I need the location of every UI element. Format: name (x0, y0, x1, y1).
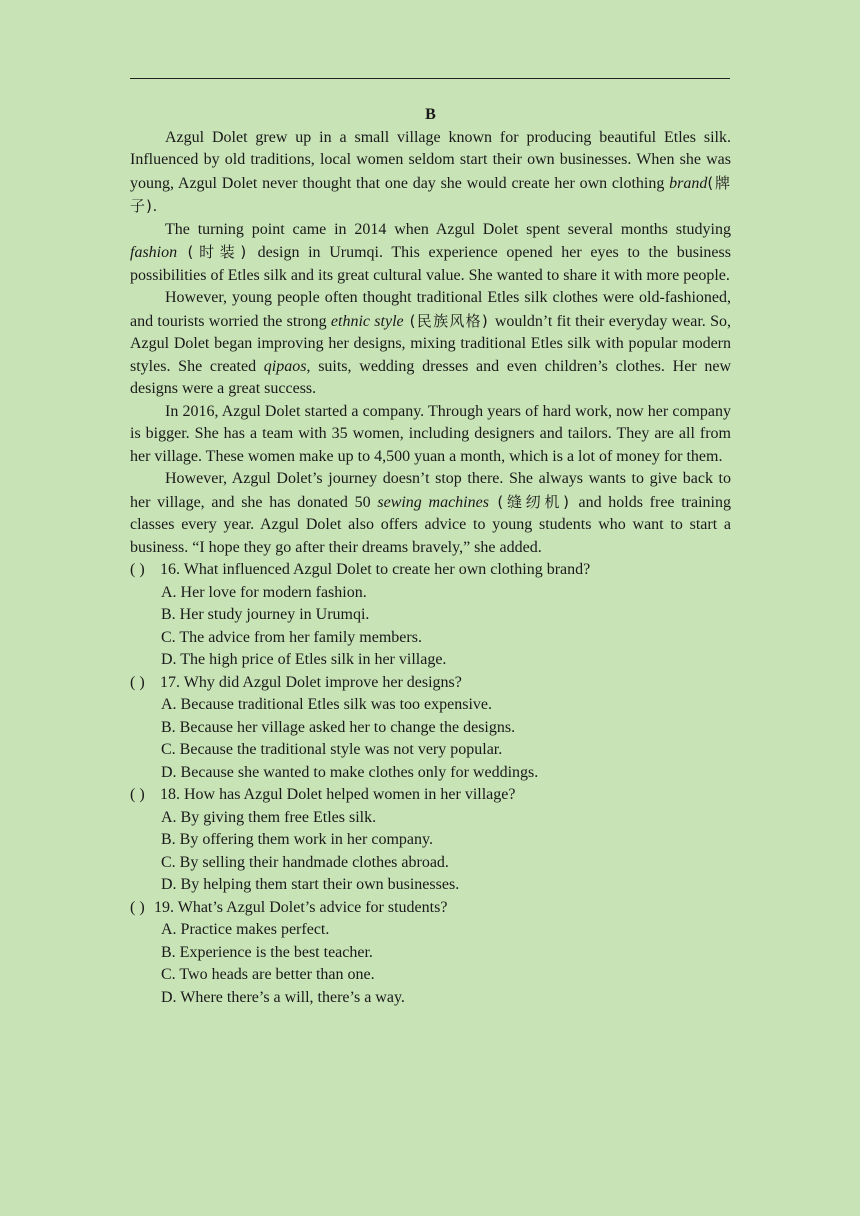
question-stem: 16. What influenced Azgul Dolet to create her own clothing brand? (160, 561, 591, 578)
paragraph-text: The turning point came in 2014 when Azgul Dolet spent several months studying (165, 220, 731, 238)
question-17 (130, 672, 731, 695)
passage-paragraph-2 (130, 219, 731, 288)
vocab-gloss: (时装) (177, 243, 258, 261)
option-17-a: A. Because traditional Etles silk was too expensive. (161, 696, 493, 713)
passage-paragraph-4: In 2016, Azgul Dolet started a company. Through years of hard work, now her company is bigger. She has a team with 35 women, including designers and tailors. They are all from her village. These women make up to 4,500 yuan a month, which is a lot of money for them. (130, 402, 731, 465)
paragraph-text: wouldn’t fit their everyday wear. So, Azgul Dolet began improving her designs, mixing traditional Etles silk with popular modern styles. She created (130, 312, 731, 375)
option-17-c: C. Because the traditional style was not very popular. (161, 741, 503, 758)
passage-paragraph-3 (130, 287, 731, 401)
paragraph-text: However, young people often thought traditional Etles silk clothes were old-fashioned, and tourists worried the strong (130, 289, 731, 330)
option-19-c: C. Two heads are better than one. (161, 966, 375, 983)
answer-blank[interactable]: ( ) (130, 673, 145, 691)
paragraph-text: Azgul Dolet grew up in a small village known for producing beautiful Etles silk. Influenced by old traditions, local women seldom start their own businesses. When she was young, Azgul Dolet never thought that one day she would create her own clothing (130, 128, 731, 192)
paragraph-text: . (152, 198, 157, 215)
option-19-a: A. Practice makes perfect. (161, 921, 330, 938)
question-stem: 19. What’s Azgul Dolet’s advice for students? (154, 898, 448, 916)
option-18-d: D. By helping them start their own businesses. (161, 876, 460, 893)
option-16-d: D. The high price of Etles silk in her village. (161, 651, 447, 668)
option-19-d: D. Where there’s a will, there’s a way. (161, 988, 405, 1006)
paragraph-text: However, Azgul Dolet’s journey doesn’t stop there. She always wants to give back to her village, and she has donated 50 (130, 470, 731, 511)
vocab-term: fashion (130, 244, 178, 261)
question-stem: 18. How has Azgul Dolet helped women in her village? (160, 786, 516, 803)
answer-blank[interactable]: ( ) (130, 561, 145, 578)
question-16 (130, 559, 731, 582)
vocab-gloss: (民族风格) (403, 311, 495, 330)
vocab-term: brand (669, 174, 708, 192)
option-17-d: D. Because she wanted to make clothes only for weddings. (161, 763, 539, 781)
question-18 (130, 784, 731, 807)
question-stem: 17. Why did Azgul Dolet improve her designs? (160, 673, 462, 691)
option-18-b: B. By offering them work in her company. (161, 831, 433, 848)
option-18-a: A. By giving them free Etles silk. (161, 808, 377, 826)
reading-section (130, 104, 731, 1009)
question-19 (130, 897, 731, 920)
option-16-b: B. Her study journey in Urumqi. (161, 606, 370, 623)
vocab-term: qipaos (263, 357, 307, 375)
vocab-gloss: (缝纫机) (488, 492, 579, 511)
option-16-c: C. The advice from her family members. (161, 628, 422, 646)
option-19-b: B. Experience is the best teacher. (161, 943, 373, 961)
option-17-b: B. Because her village asked her to change the designs. (161, 718, 516, 736)
answer-blank[interactable]: ( ) (130, 786, 145, 803)
vocab-term: ethnic style (330, 312, 404, 330)
passage-paragraph-1 (130, 127, 731, 219)
option-18-c: C. By selling their handmade clothes abroad. (161, 853, 449, 871)
vocab-term: sewing machines (377, 493, 489, 511)
header-rule (130, 78, 730, 79)
vocab-gloss: (牌子) (130, 173, 732, 215)
paragraph-text: and holds free training classes every year. Azgul Dolet also offers advice to young students who want to start a business. “I hope they go after their dreams bravely,” she added. (130, 493, 732, 556)
passage-paragraph-5 (130, 468, 731, 559)
answer-blank[interactable]: ( ) (130, 898, 145, 916)
paragraph-text: , suits, wedding dresses and even children’s clothes. Her new designs were a great success. (130, 357, 731, 397)
paragraph-text: design in Urumqi. This experience opened her eyes to the business possibilities of Etles silk and its great cultural value. She wanted to share it with more people. (130, 244, 731, 284)
section-title: B (425, 106, 436, 123)
option-16-a: A. Her love for modern fashion. (161, 583, 367, 601)
